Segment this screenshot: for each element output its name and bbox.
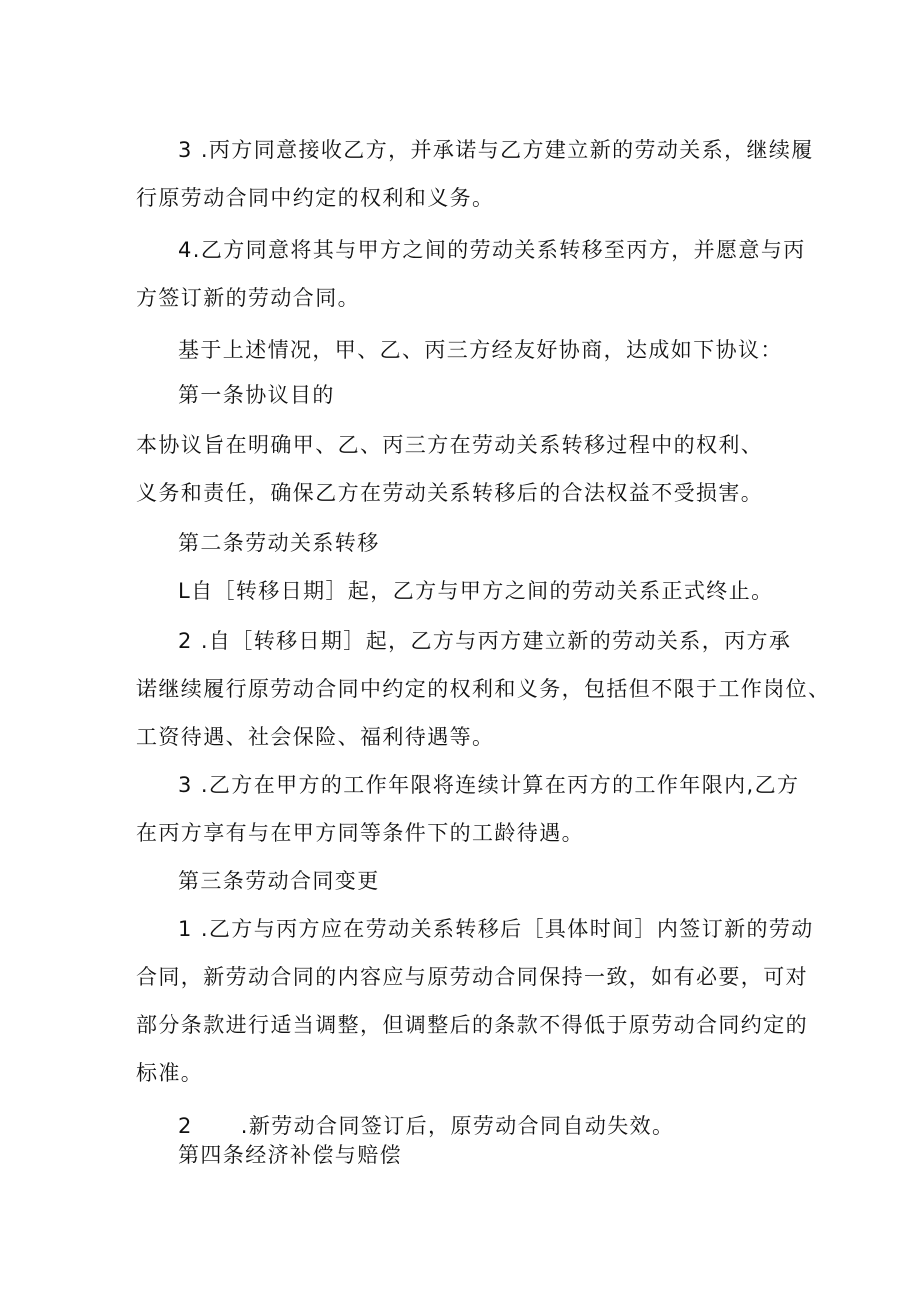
text-line: 3 .丙方同意接收乙方，并承诺与乙方建立新的劳动关系，继续履	[178, 138, 814, 162]
text-line: 合同，新劳动合同的内容应与原劳动合同保持一致，如有必要，可对	[136, 965, 808, 989]
text-line: 标准。	[136, 1061, 204, 1085]
text-line: 1 .乙方与丙方应在劳动关系转移后［具体时间］内签订新的劳动	[178, 917, 814, 941]
section-heading: 第三条劳动合同变更	[178, 869, 380, 893]
text-line: 基于上述情况，甲、乙、丙三方经友好协商，达成如下协议：	[178, 338, 783, 362]
section-heading: 第二条劳动关系转移	[178, 531, 380, 555]
text-line: 本协议旨在明确甲、乙、丙三方在劳动关系转移过程中的权利、	[136, 433, 764, 457]
text-line: 诺继续履行原劳动合同中约定的权利和义务，包括但不限于工作岗位、	[136, 677, 831, 701]
text-line: 工资待遇、社会保险、福利待遇等。	[136, 725, 495, 749]
text-line: 部分条款进行适当调整，但调整后的条款不得低于原劳动合同约定的	[136, 1013, 808, 1037]
text-line: 3 .乙方在甲方的工作年限将连续计算在丙方的工作年限内,乙方	[178, 773, 800, 797]
text-line: 义务和责任，确保乙方在劳动关系转移后的合法权益不受损害。	[136, 481, 764, 505]
section-heading: 第四条经济补偿与赔偿	[178, 1143, 402, 1167]
text-line: 2 .自［转移日期］起，乙方与丙方建立新的劳动关系，丙方承	[178, 629, 792, 653]
text-line: L自［转移日期］起，乙方与甲方之间的劳动关系正式终止。	[178, 579, 774, 603]
text-line: 方签订新的劳动合同。	[136, 286, 360, 310]
text-line: 4.乙方同意将其与甲方之间的劳动关系转移至丙方，并愿意与丙	[178, 238, 806, 262]
section-heading: 第一条协议目的	[178, 383, 335, 407]
text-line: 在丙方享有与在甲方同等条件下的工龄待遇。	[136, 821, 584, 845]
item-number: 2	[178, 1114, 193, 1138]
text-line: 行原劳动合同中约定的权利和义务。	[136, 186, 495, 210]
item-text: .新劳动合同签订后，原劳动合同自动失效。	[240, 1114, 675, 1138]
text-line	[178, 1111, 674, 1141]
